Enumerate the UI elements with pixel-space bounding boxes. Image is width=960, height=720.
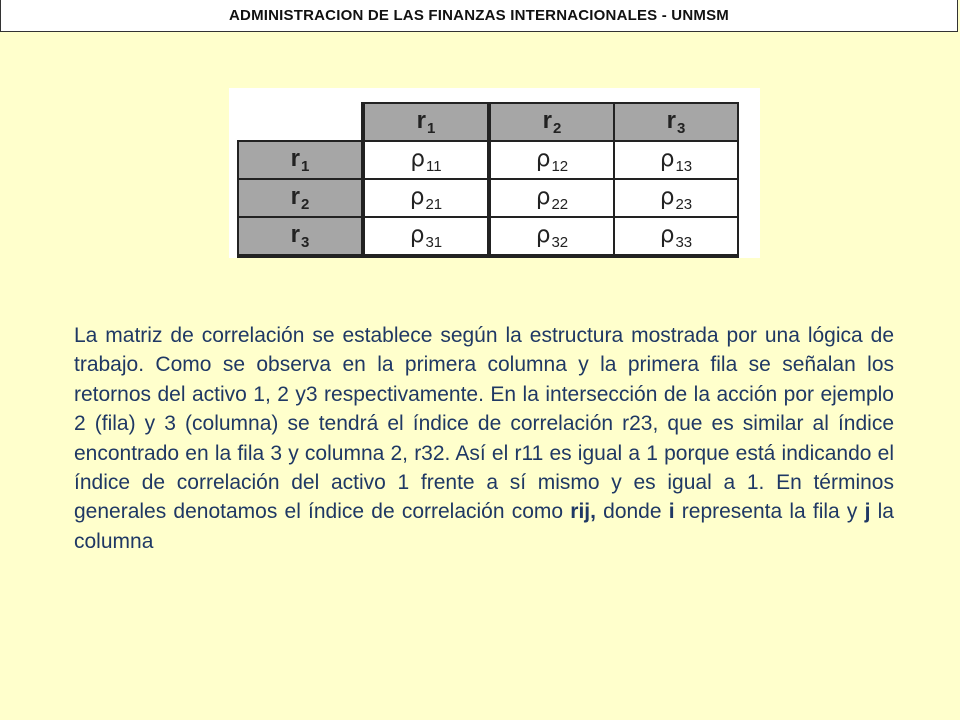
rho-subscript: 12 <box>551 158 569 175</box>
rho-symbol: ρ <box>535 222 551 248</box>
paragraph-text: representa la fila y <box>674 500 865 524</box>
rho-subscript: 23 <box>675 196 693 213</box>
rho-subscript: 31 <box>425 234 443 251</box>
rho-symbol: ρ <box>659 184 675 210</box>
matrix-cell-rho31 <box>363 217 489 256</box>
row-header-sub: 2 <box>301 196 310 213</box>
col-header-sub: 2 <box>553 120 562 137</box>
paragraph-bold-rij: rij, <box>570 500 596 524</box>
matrix-row <box>238 141 738 179</box>
matrix-cell-rho21 <box>363 179 489 217</box>
col-header-base: r <box>666 107 676 134</box>
paragraph-text: la columna <box>74 500 894 553</box>
rho-subscript: 22 <box>551 196 569 213</box>
matrix-row <box>238 179 738 217</box>
row-header-sub: 3 <box>301 234 310 251</box>
matrix-cell-rho12 <box>489 141 614 179</box>
matrix-cell-rho33 <box>614 217 738 256</box>
col-header-base: r <box>416 107 426 134</box>
rho-symbol: ρ <box>659 222 675 248</box>
rho-subscript: 21 <box>425 196 443 213</box>
rho-subscript: 32 <box>551 234 569 251</box>
row-header-r1 <box>238 141 363 179</box>
matrix-cell-rho11 <box>363 141 489 179</box>
row-header-sub: 1 <box>301 158 310 175</box>
paragraph-text: donde <box>595 500 669 524</box>
explanation-paragraph <box>74 321 894 556</box>
rho-symbol: ρ <box>409 222 425 248</box>
rho-subscript: 33 <box>675 234 693 251</box>
rho-symbol: ρ <box>659 146 675 172</box>
col-header-r3 <box>614 103 738 141</box>
matrix-cell-rho32 <box>489 217 614 256</box>
col-header-r1 <box>363 103 489 141</box>
paragraph-bold-j: j <box>864 500 871 524</box>
row-header-r3 <box>238 217 363 256</box>
page-header <box>0 0 958 32</box>
paragraph-bold-i: i <box>668 500 675 524</box>
matrix-cell-rho22 <box>489 179 614 217</box>
correlation-matrix-table <box>237 102 739 258</box>
row-header-r2 <box>238 179 363 217</box>
matrix-header-row <box>238 103 738 141</box>
col-header-sub: 1 <box>427 120 436 137</box>
matrix-corner <box>238 103 363 141</box>
rho-subscript: 11 <box>426 158 442 175</box>
correlation-matrix-image <box>229 88 760 258</box>
rho-symbol: ρ <box>535 184 551 210</box>
row-header-base: r <box>290 221 300 248</box>
matrix-cell-rho23 <box>614 179 738 217</box>
rho-subscript: 13 <box>675 158 693 175</box>
col-header-sub: 3 <box>677 120 686 137</box>
col-header-base: r <box>542 107 552 134</box>
matrix-row <box>238 217 738 256</box>
header-title: ADMINISTRACION DE LAS FINANZAS INTERNACIONALES - UNMSM <box>229 7 729 24</box>
rho-symbol: ρ <box>410 146 426 172</box>
row-header-base: r <box>290 145 300 172</box>
rho-symbol: ρ <box>535 146 551 172</box>
rho-symbol: ρ <box>409 184 425 210</box>
paragraph-text: La matriz de correlación se establece según la estructura mostrada por una lógica de trabajo. Como se observa en la primera columna y la primera fila se señalan los retornos del activo 1, 2 y3 respectivamente. En la intersección de la acción por ejemplo 2 (fila) y 3 (columna) se tendrá el índice de correlación r23, que es similar al índice encontrado en la fila 3 y columna 2, r32. Así el r11 es igual a 1 porque está indicando el índice de correlación del activo 1 frente a sí mismo y es igual a 1. En términos generales denotamos el índice de correlación como <box>74 324 894 524</box>
row-header-base: r <box>290 183 300 210</box>
matrix-cell-rho13 <box>614 141 738 179</box>
col-header-r2 <box>489 103 614 141</box>
